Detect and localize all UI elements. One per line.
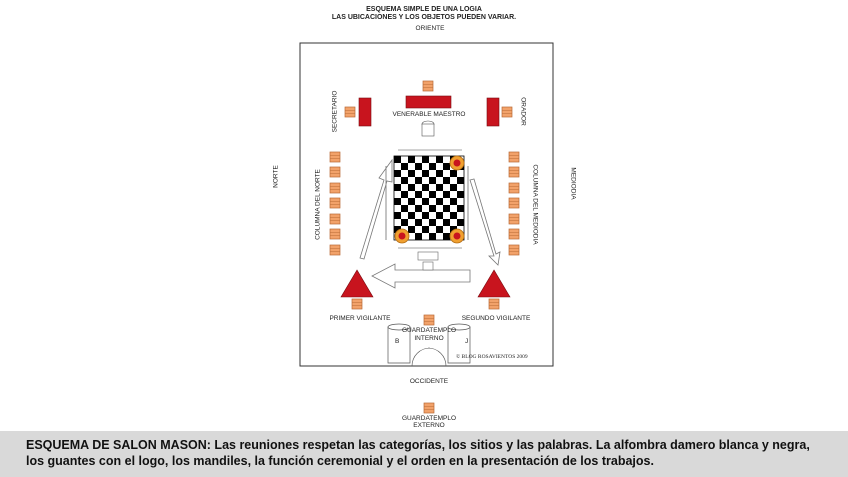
- label-secretary: SECRETARIO: [331, 90, 339, 133]
- diagram-title: ESQUEMA SIMPLE DE UNA LOGIA: [366, 6, 482, 13]
- door-left: [412, 348, 430, 366]
- second-warden-triangle: [478, 270, 510, 297]
- arrow-south-down: [470, 179, 500, 265]
- label-north-column: COLUMNA DEL NORTE: [314, 169, 322, 240]
- diagram-subtitle: LAS UBICACIONES Y LOS OBJETOS PUEDEN VARIAR.: [331, 14, 517, 21]
- door-right: [428, 348, 446, 366]
- altar: [422, 124, 434, 136]
- orator-desk: [487, 98, 499, 126]
- south-column-chairs: [509, 152, 519, 255]
- direction-south: MEDIODIA: [569, 167, 577, 200]
- master-chair-icon: [423, 81, 433, 91]
- direction-west: OCCIDENTE: [409, 378, 449, 385]
- caption-text: ESQUEMA DE SALON MASON: Las reuniones respetan las categorías, los sitios y las palabras. La alfombra damero blanca y negra, los guantes con el logo, los mandiles, la función ceremonial y el orden en la presentación de los trabajos.: [26, 438, 810, 468]
- credit-text: © BLOG ROSAVIENTOS 2009: [456, 354, 528, 360]
- secretary-chair-icon: [345, 107, 355, 117]
- caption-bar: [0, 431, 848, 477]
- second-warden-chair-icon: [489, 299, 499, 309]
- label-second-warden: SEGUNDO VIGILANTE: [461, 315, 531, 322]
- label-pillar-j: J: [465, 338, 469, 345]
- label-master: VENERABLE MAESTRO: [392, 111, 466, 118]
- north-column-chairs: [330, 152, 340, 255]
- orator-chair-icon: [502, 107, 512, 117]
- label-inner-guard-2: INTERNO: [414, 335, 444, 342]
- inner-guard-chair-icon: [424, 315, 434, 325]
- label-orator: ORADOR: [519, 97, 527, 126]
- label-outer-guard-2: EXTERNO: [413, 422, 445, 429]
- master-desk: [406, 96, 451, 108]
- direction-east: ORIENTE: [415, 25, 445, 32]
- arrow-west-left: [372, 264, 470, 288]
- small-altar: [418, 252, 438, 260]
- label-pillar-b: B: [395, 338, 400, 345]
- small-altar-base: [423, 262, 433, 270]
- first-warden-triangle: [341, 270, 373, 297]
- label-outer-guard-1: GUARDATEMPLO: [401, 415, 457, 422]
- direction-north: NORTE: [272, 165, 280, 188]
- secretary-desk: [359, 98, 371, 126]
- label-south-column: COLUMNA DEL MEDIODIA: [531, 164, 539, 245]
- first-warden-chair-icon: [352, 299, 362, 309]
- arrow-north-up: [360, 160, 392, 259]
- outer-guard-chair-icon: [424, 403, 434, 413]
- label-inner-guard-1: GUARDATEMPLO: [401, 327, 457, 334]
- label-first-warden: PRIMER VIGILANTE: [329, 315, 391, 322]
